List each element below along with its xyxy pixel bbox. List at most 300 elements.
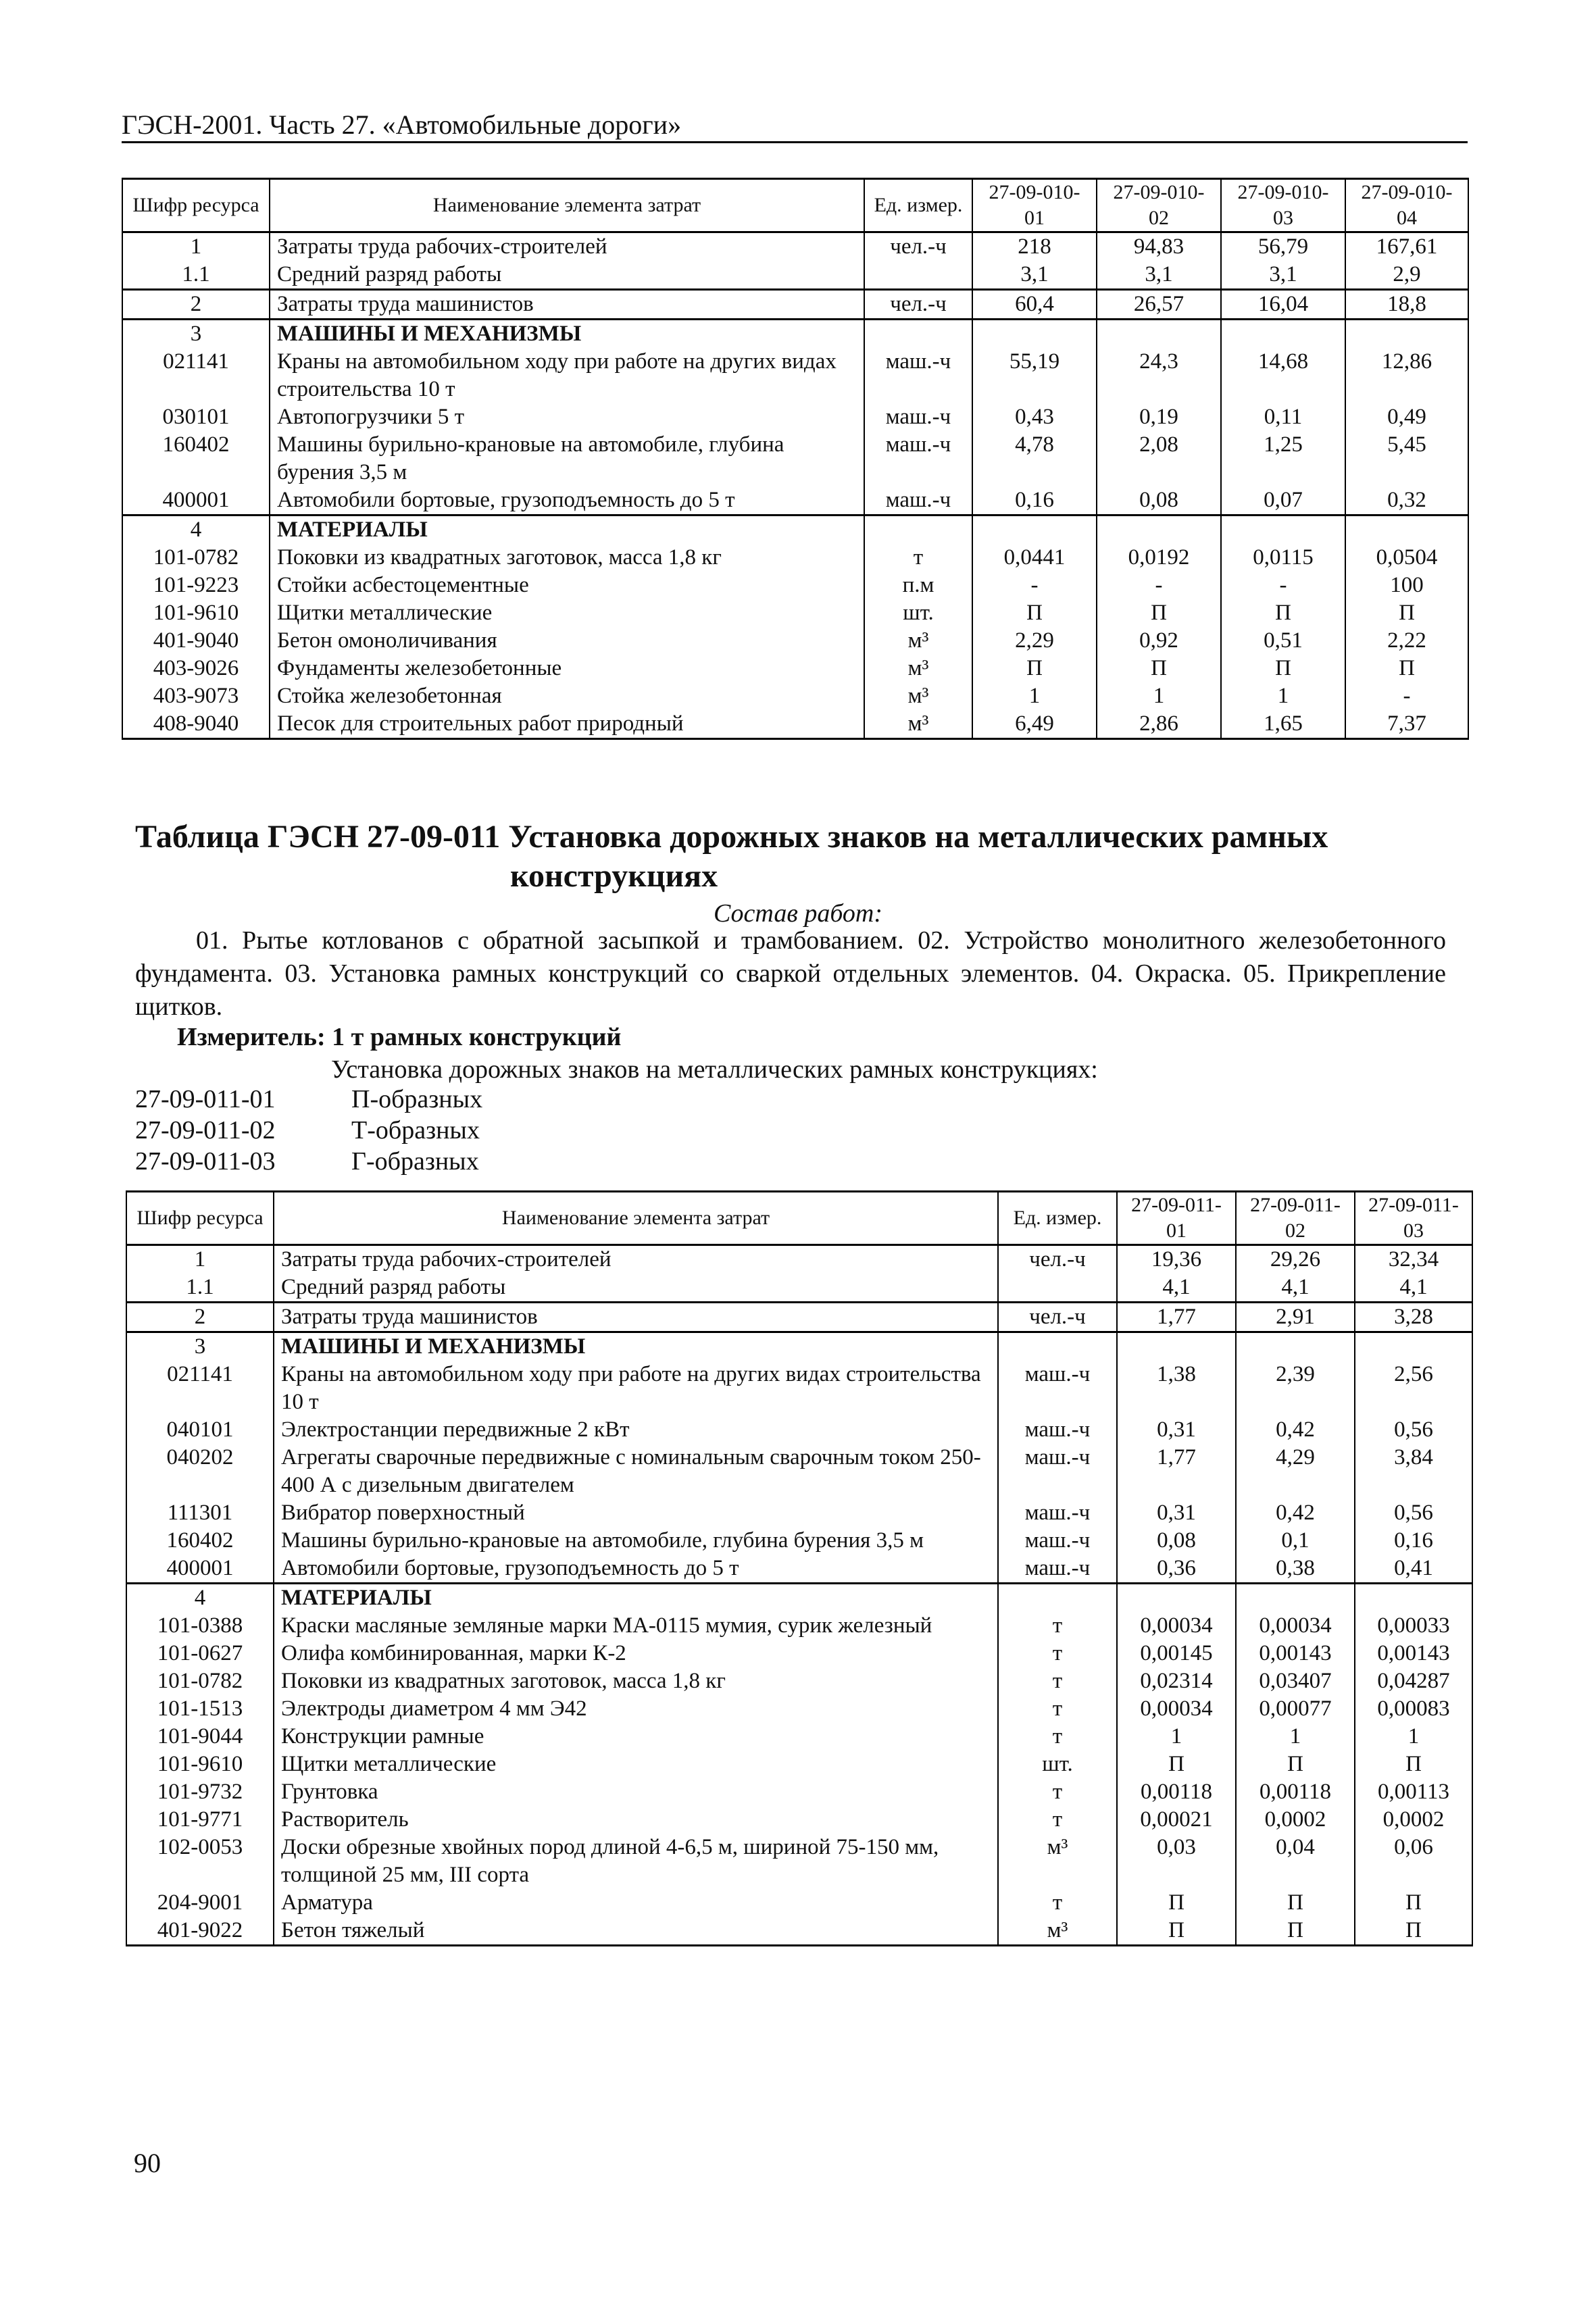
resource-unit: м³	[864, 710, 972, 739]
resource-name: Арматура	[274, 1889, 998, 1917]
norm-value	[1345, 320, 1468, 349]
norm-value: 167,61	[1345, 232, 1468, 261]
resource-table-011	[126, 1190, 1473, 1946]
header-norm-code: 27-09-010-01	[972, 179, 1097, 232]
resource-name: МАШИНЫ И МЕХАНИЗМЫ	[274, 1332, 998, 1361]
table-header-row	[122, 179, 1468, 232]
norm-value: 0,0504	[1345, 544, 1468, 572]
norm-value	[1221, 320, 1345, 349]
norm-value	[1117, 1584, 1236, 1613]
resource-unit: маш.-ч	[864, 348, 972, 403]
norm-value: 24,3	[1097, 348, 1221, 403]
resource-unit	[864, 261, 972, 290]
norm-value: 0,92	[1097, 627, 1221, 655]
resource-name: Затраты труда машинистов	[274, 1303, 998, 1332]
table-row	[126, 1444, 1472, 1499]
running-header: ГЭСН-2001. Часть 27. «Автомобильные дороги»	[122, 109, 682, 140]
variants-list	[135, 1084, 482, 1177]
norm-value: 56,79	[1221, 232, 1345, 261]
norm-value: 94,83	[1097, 232, 1221, 261]
resource-code: 2	[126, 1303, 274, 1332]
resource-unit: маш.-ч	[998, 1499, 1117, 1527]
table-row	[122, 572, 1468, 599]
table-row	[126, 1695, 1472, 1723]
norm-value: 0,06	[1355, 1834, 1472, 1889]
resource-name: Вибратор поверхностный	[274, 1499, 998, 1527]
norm-value: П	[1221, 655, 1345, 682]
norm-value: 0,1	[1236, 1527, 1355, 1555]
resource-unit: п.м	[864, 572, 972, 599]
resource-code: 401-9040	[122, 627, 270, 655]
norm-value: 0,41	[1355, 1555, 1472, 1584]
resource-code: 1	[126, 1245, 274, 1274]
norm-value: 0,19	[1097, 403, 1221, 431]
resource-code: 101-9044	[126, 1723, 274, 1751]
resource-unit: чел.-ч	[864, 290, 972, 320]
norm-value: 4,1	[1355, 1274, 1472, 1303]
norm-value: 1,25	[1221, 431, 1345, 486]
header-code: Шифр ресурса	[122, 179, 270, 232]
install-caption: Установка дорожных знаков на металлических рамных конструкциях:	[331, 1055, 1098, 1084]
norm-value	[1355, 1332, 1472, 1361]
resource-unit: чел.-ч	[998, 1303, 1117, 1332]
header-rule	[122, 141, 1468, 143]
norm-value: 3,28	[1355, 1303, 1472, 1332]
norm-value: 0,56	[1355, 1416, 1472, 1444]
header-code: Шифр ресурса	[126, 1192, 274, 1245]
norm-value	[1097, 320, 1221, 349]
norm-value: 2,91	[1236, 1303, 1355, 1332]
norm-value: 16,04	[1221, 290, 1345, 320]
norm-value: П	[1355, 1917, 1472, 1946]
norm-value: 4,29	[1236, 1444, 1355, 1499]
resource-name: Щитки металлические	[270, 599, 864, 627]
table-row	[122, 599, 1468, 627]
norm-value: 1	[1236, 1723, 1355, 1751]
resource-unit: м³	[998, 1834, 1117, 1889]
norm-value: П	[1097, 599, 1221, 627]
resource-code: 403-9073	[122, 682, 270, 710]
norm-value: 1	[1355, 1723, 1472, 1751]
norm-value: 0,36	[1117, 1555, 1236, 1584]
norm-value: -	[1097, 572, 1221, 599]
resource-code: 160402	[126, 1527, 274, 1555]
table-row	[126, 1612, 1472, 1640]
measure-unit: Измеритель: 1 т рамных конструкций	[177, 1023, 622, 1051]
resource-name: Машины бурильно-крановые на автомобиле, глубина бурения 3,5 м	[274, 1527, 998, 1555]
resource-name: Стойки асбестоцементные	[270, 572, 864, 599]
table-row	[122, 682, 1468, 710]
norm-value: 7,37	[1345, 710, 1468, 739]
norm-value: 0,16	[1355, 1527, 1472, 1555]
resource-name: Краны на автомобильном ходу при работе на других видах строительства 10 т	[274, 1361, 998, 1416]
norm-value: 0,11	[1221, 403, 1345, 431]
norm-value: 0,32	[1345, 486, 1468, 515]
table-row	[126, 1499, 1472, 1527]
resource-unit: т	[998, 1612, 1117, 1640]
norm-value: 0,16	[972, 486, 1097, 515]
resource-name: Поковки из квадратных заготовок, масса 1,8 кг	[270, 544, 864, 572]
resource-unit: маш.-ч	[998, 1361, 1117, 1416]
norm-value: 5,45	[1345, 431, 1468, 486]
norm-value	[1236, 1584, 1355, 1613]
table-row	[126, 1834, 1472, 1889]
resource-name: Автомобили бортовые, грузоподъемность до 5 т	[270, 486, 864, 515]
norm-value: П	[972, 599, 1097, 627]
norm-value: 0,02314	[1117, 1667, 1236, 1695]
norm-value: 0,51	[1221, 627, 1345, 655]
norm-value: 0,07	[1221, 486, 1345, 515]
norm-value: 4,78	[972, 431, 1097, 486]
table-row	[122, 431, 1468, 486]
resource-code: 101-9732	[126, 1778, 274, 1806]
resource-unit: т	[998, 1889, 1117, 1917]
norm-value: 1	[1221, 682, 1345, 710]
norm-value: 1,38	[1117, 1361, 1236, 1416]
resource-unit: маш.-ч	[864, 403, 972, 431]
norm-value: 0,08	[1097, 486, 1221, 515]
norm-value: 1,77	[1117, 1303, 1236, 1332]
resource-name: МАТЕРИАЛЫ	[274, 1584, 998, 1613]
table-row	[122, 655, 1468, 682]
resource-code: 021141	[126, 1361, 274, 1416]
header-norm-code: 27-09-011-02	[1236, 1192, 1355, 1245]
table-row	[122, 544, 1468, 572]
norm-value: 3,1	[1221, 261, 1345, 290]
works-heading: Состав работ:	[713, 899, 883, 928]
resource-unit: м³	[864, 682, 972, 710]
norm-value: П	[1236, 1751, 1355, 1778]
norm-value: 2,29	[972, 627, 1097, 655]
resource-code: 4	[122, 515, 270, 545]
norm-value: 1,77	[1117, 1444, 1236, 1499]
resource-code: 4	[126, 1584, 274, 1613]
resource-code: 1.1	[126, 1274, 274, 1303]
norm-value: -	[972, 572, 1097, 599]
table-row	[122, 486, 1468, 515]
works-description: 01. Рытье котлованов с обратной засыпкой и трамбованием. 02. Устройство монолитного железобетонного фундамента. 03. Установка рамных конструкций со сваркой отдельных элементов. 04. Окраска. 05. Прикрепление щитков.	[135, 926, 1446, 1021]
norm-value: П	[1345, 655, 1468, 682]
header-norm-code: 27-09-010-03	[1221, 179, 1345, 232]
norm-value: 0,00021	[1117, 1806, 1236, 1834]
resource-name: Электроды диаметром 4 мм Э42	[274, 1695, 998, 1723]
resource-code: 160402	[122, 431, 270, 486]
resource-unit: т	[998, 1695, 1117, 1723]
norm-value: 3,84	[1355, 1444, 1472, 1499]
norm-value: 2,08	[1097, 431, 1221, 486]
table-row	[122, 320, 1468, 349]
norm-value: 18,8	[1345, 290, 1468, 320]
header-name: Наименование элемента затрат	[274, 1192, 998, 1245]
table-row	[126, 1274, 1472, 1303]
table-row	[122, 232, 1468, 261]
norm-value: П	[1236, 1917, 1355, 1946]
norm-value	[972, 515, 1097, 545]
resource-unit: маш.-ч	[998, 1416, 1117, 1444]
header-unit: Ед. измер.	[998, 1192, 1117, 1245]
resource-name: МАШИНЫ И МЕХАНИЗМЫ	[270, 320, 864, 349]
table-row	[122, 710, 1468, 739]
resource-code: 3	[126, 1332, 274, 1361]
resource-code: 040202	[126, 1444, 274, 1499]
resource-code: 204-9001	[126, 1889, 274, 1917]
resource-name: Агрегаты сварочные передвижные с номинальным сварочным током 250-400 А с дизельным двигателем	[274, 1444, 998, 1499]
norm-value: 60,4	[972, 290, 1097, 320]
table-row	[122, 290, 1468, 320]
resource-code: 408-9040	[122, 710, 270, 739]
resource-name: Электростанции передвижные 2 кВт	[274, 1416, 998, 1444]
resource-code: 101-9610	[122, 599, 270, 627]
norm-value: 0,00034	[1117, 1695, 1236, 1723]
resource-name: Краски масляные земляные марки МА-0115 мумия, сурик железный	[274, 1612, 998, 1640]
resource-code: 040101	[126, 1416, 274, 1444]
resource-code: 101-0782	[122, 544, 270, 572]
variant-item: 27-09-011-01 П-образных	[135, 1085, 483, 1113]
norm-value	[1097, 515, 1221, 545]
table-row	[126, 1917, 1472, 1946]
resource-code: 400001	[122, 486, 270, 515]
norm-value: П	[1117, 1751, 1236, 1778]
resource-unit: маш.-ч	[998, 1444, 1117, 1499]
header-unit: Ед. измер.	[864, 179, 972, 232]
norm-value	[1117, 1332, 1236, 1361]
resource-unit: м³	[864, 627, 972, 655]
resource-unit: шт.	[998, 1751, 1117, 1778]
resource-unit: маш.-ч	[864, 486, 972, 515]
resource-name: Автомобили бортовые, грузоподъемность до 5 т	[274, 1555, 998, 1584]
table-header-row	[126, 1192, 1472, 1245]
header-name: Наименование элемента затрат	[270, 179, 864, 232]
norm-value: 0,00034	[1117, 1612, 1236, 1640]
resource-name: Песок для строительных работ природный	[270, 710, 864, 739]
norm-value: 0,42	[1236, 1499, 1355, 1527]
norm-value: 0,03	[1117, 1834, 1236, 1889]
norm-value: 1	[1097, 682, 1221, 710]
page-number: 90	[134, 2148, 161, 2178]
norm-value: 0,00143	[1236, 1640, 1355, 1667]
table-row	[126, 1778, 1472, 1806]
norm-value: 0,00083	[1355, 1695, 1472, 1723]
norm-value: -	[1221, 572, 1345, 599]
resource-unit	[864, 320, 972, 349]
norm-value: 0,00118	[1236, 1778, 1355, 1806]
table-row	[122, 261, 1468, 290]
norm-value: 2,22	[1345, 627, 1468, 655]
table-row	[126, 1527, 1472, 1555]
norm-value: 2,9	[1345, 261, 1468, 290]
norm-value: 3,1	[972, 261, 1097, 290]
header-norm-code: 27-09-011-01	[1117, 1192, 1236, 1245]
norm-value: 3,1	[1097, 261, 1221, 290]
norm-value: 12,86	[1345, 348, 1468, 403]
resource-name: Бетон тяжелый	[274, 1917, 998, 1946]
norm-value: 100	[1345, 572, 1468, 599]
table-row	[126, 1806, 1472, 1834]
table-row	[122, 348, 1468, 403]
resource-code: 1	[122, 232, 270, 261]
resource-unit: т	[998, 1778, 1117, 1806]
norm-value: 0,08	[1117, 1527, 1236, 1555]
table-row	[126, 1245, 1472, 1274]
resource-code: 400001	[126, 1555, 274, 1584]
resource-name: Краны на автомобильном ходу при работе на других видах строительства 10 т	[270, 348, 864, 403]
resource-code: 101-0782	[126, 1667, 274, 1695]
norm-value: П	[1236, 1889, 1355, 1917]
resource-code: 2	[122, 290, 270, 320]
resource-unit	[998, 1332, 1117, 1361]
resource-code: 101-9771	[126, 1806, 274, 1834]
resource-unit: чел.-ч	[998, 1245, 1117, 1274]
norm-value: П	[972, 655, 1097, 682]
norm-value: 0,0115	[1221, 544, 1345, 572]
norm-value: 0,03407	[1236, 1667, 1355, 1695]
resource-unit: м³	[864, 655, 972, 682]
norm-value: 0,0002	[1355, 1806, 1472, 1834]
norm-value	[1236, 1332, 1355, 1361]
norm-value: П	[1355, 1751, 1472, 1778]
norm-value: 0,31	[1117, 1499, 1236, 1527]
norm-value: 55,19	[972, 348, 1097, 403]
resource-name: Щитки металлические	[274, 1751, 998, 1778]
norm-value: 4,1	[1117, 1274, 1236, 1303]
norm-value: П	[1097, 655, 1221, 682]
resource-unit: м³	[998, 1917, 1117, 1946]
norm-value: 4,1	[1236, 1274, 1355, 1303]
norm-value: 0,00033	[1355, 1612, 1472, 1640]
resource-unit: т	[864, 544, 972, 572]
norm-value	[1221, 515, 1345, 545]
resource-code: 102-0053	[126, 1834, 274, 1889]
table-row	[126, 1416, 1472, 1444]
table-row	[126, 1361, 1472, 1416]
resource-name: МАТЕРИАЛЫ	[270, 515, 864, 545]
table-row	[126, 1889, 1472, 1917]
table-row	[122, 627, 1468, 655]
norm-value: 0,31	[1117, 1416, 1236, 1444]
resource-code: 101-0627	[126, 1640, 274, 1667]
norm-value: 32,34	[1355, 1245, 1472, 1274]
resource-name: Олифа комбинированная, марки К-2	[274, 1640, 998, 1667]
norm-value: 0,00118	[1117, 1778, 1236, 1806]
resource-name: Средний разряд работы	[274, 1274, 998, 1303]
resource-code: 101-0388	[126, 1612, 274, 1640]
norm-value: -	[1345, 682, 1468, 710]
norm-value: 0,00077	[1236, 1695, 1355, 1723]
norm-value: 218	[972, 232, 1097, 261]
resource-name: Стойка железобетонная	[270, 682, 864, 710]
norm-value: П	[1221, 599, 1345, 627]
resource-name: Растворитель	[274, 1806, 998, 1834]
resource-unit: т	[998, 1723, 1117, 1751]
resource-name: Поковки из квадратных заготовок, масса 1,8 кг	[274, 1667, 998, 1695]
norm-value: 0,00145	[1117, 1640, 1236, 1667]
norm-value: 2,39	[1236, 1361, 1355, 1416]
resource-name: Доски обрезные хвойных пород длиной 4-6,5 м, шириной 75-150 мм, толщиной 25 мм, III сорта	[274, 1834, 998, 1889]
norm-value: 0,0192	[1097, 544, 1221, 572]
resource-unit: шт.	[864, 599, 972, 627]
resource-unit: маш.-ч	[864, 431, 972, 486]
norm-value: 1	[1117, 1723, 1236, 1751]
norm-value: 0,04	[1236, 1834, 1355, 1889]
norm-value: 0,00113	[1355, 1778, 1472, 1806]
resource-code: 3	[122, 320, 270, 349]
norm-value: П	[1117, 1917, 1236, 1946]
norm-value: 0,00143	[1355, 1640, 1472, 1667]
norm-value: 0,38	[1236, 1555, 1355, 1584]
norm-value: 19,36	[1117, 1245, 1236, 1274]
table-row	[126, 1584, 1472, 1613]
header-norm-code: 27-09-010-02	[1097, 179, 1221, 232]
table-row	[126, 1751, 1472, 1778]
resource-unit: т	[998, 1667, 1117, 1695]
norm-value: П	[1117, 1889, 1236, 1917]
norm-value: 1,65	[1221, 710, 1345, 739]
norm-value: 0,04287	[1355, 1667, 1472, 1695]
norm-value: 14,68	[1221, 348, 1345, 403]
table-row	[122, 403, 1468, 431]
resource-code: 030101	[122, 403, 270, 431]
table-row	[126, 1555, 1472, 1584]
table-row	[126, 1723, 1472, 1751]
norm-value: 26,57	[1097, 290, 1221, 320]
table-row	[122, 515, 1468, 545]
resource-unit	[998, 1274, 1117, 1303]
resource-name: Конструкции рамные	[274, 1723, 998, 1751]
table-row	[126, 1640, 1472, 1667]
table-row	[126, 1667, 1472, 1695]
resource-unit: т	[998, 1640, 1117, 1667]
resource-unit: чел.-ч	[864, 232, 972, 261]
norm-value: 0,56	[1355, 1499, 1472, 1527]
norm-value: 0,00034	[1236, 1612, 1355, 1640]
resource-code: 021141	[122, 348, 270, 403]
resource-name: Автопогрузчики 5 т	[270, 403, 864, 431]
norm-value: 2,56	[1355, 1361, 1472, 1416]
norm-value	[1355, 1584, 1472, 1613]
resource-name: Грунтовка	[274, 1778, 998, 1806]
norm-value	[972, 320, 1097, 349]
header-norm-code: 27-09-010-04	[1345, 179, 1468, 232]
resource-name: Фундаменты железобетонные	[270, 655, 864, 682]
variant-item: 27-09-011-02 Т-образных	[135, 1116, 480, 1145]
norm-value: 0,42	[1236, 1416, 1355, 1444]
norm-value	[1345, 515, 1468, 545]
resource-code: 111301	[126, 1499, 274, 1527]
resource-unit	[998, 1584, 1117, 1613]
norm-value: П	[1345, 599, 1468, 627]
norm-value: 0,49	[1345, 403, 1468, 431]
resource-code: 101-9223	[122, 572, 270, 599]
resource-name: Средний разряд работы	[270, 261, 864, 290]
norm-value: 1	[972, 682, 1097, 710]
norm-value: 2,86	[1097, 710, 1221, 739]
resource-code: 1.1	[122, 261, 270, 290]
norm-value: 6,49	[972, 710, 1097, 739]
resource-name: Машины бурильно-крановые на автомобиле, глубина бурения 3,5 м	[270, 431, 864, 486]
resource-table-010	[122, 178, 1469, 740]
table-title: Таблица ГЭСН 27-09-011 Установка дорожных знаков на металлических рамных конструкциях	[135, 819, 1328, 894]
resource-name: Затраты труда рабочих-строителей	[274, 1245, 998, 1274]
resource-code: 101-1513	[126, 1695, 274, 1723]
table-row	[126, 1332, 1472, 1361]
variant-item: 27-09-011-03 Г-образных	[135, 1147, 479, 1176]
norm-value: 0,0441	[972, 544, 1097, 572]
norm-value: П	[1355, 1889, 1472, 1917]
norm-value: 0,0002	[1236, 1806, 1355, 1834]
resource-unit: маш.-ч	[998, 1555, 1117, 1584]
resource-unit	[864, 515, 972, 545]
resource-name: Затраты труда машинистов	[270, 290, 864, 320]
